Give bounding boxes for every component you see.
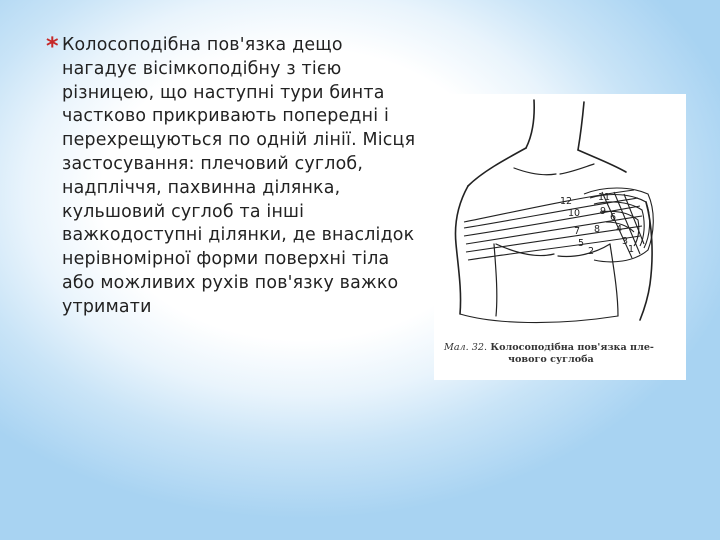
figure-number: Мал. 32. xyxy=(444,342,488,353)
caption-line-2: чового суглоба xyxy=(508,354,594,365)
tour-label-8: 8 xyxy=(594,224,601,235)
tour-label-1: 1 xyxy=(628,244,635,255)
bullet-paragraph xyxy=(46,34,418,320)
tour-label-5: 5 xyxy=(578,238,585,249)
spica-bandage-figure xyxy=(434,94,686,380)
tour-label-12: 12 xyxy=(560,196,573,207)
bullet-star-icon: * xyxy=(46,32,59,60)
tour-label-7: 7 xyxy=(574,226,581,237)
body-text: Колосоподібна пов'язка дещо нагадує вісімкоподібну з тією різницею, що наступні тури бинта частково прикривають попередні і перехрещуються по одній лінії. Місця застосування: плечовий суглоб, надпліччя, пахвинна ділянка, кульшовий суглоб та інші важкодоступні ділянки, де внаслідок нерівномірної форми поверхні тіла або можливих рухів пов'язку важко утримати xyxy=(62,35,416,317)
caption-line-1: Колосоподібна пов'язка пле- xyxy=(490,342,654,353)
tour-label-11: 11 xyxy=(598,192,611,203)
tour-label-4: 4 xyxy=(616,224,623,235)
tour-label-10: 10 xyxy=(568,208,581,219)
tour-label-3: 3 xyxy=(622,236,629,247)
tour-label-2: 2 xyxy=(588,246,595,257)
shoulder-bandage-illustration xyxy=(434,94,686,380)
figure-caption xyxy=(444,342,682,366)
tour-label-6: 6 xyxy=(610,212,617,223)
tour-label-9: 9 xyxy=(600,206,607,217)
bandage-tours xyxy=(464,188,653,262)
